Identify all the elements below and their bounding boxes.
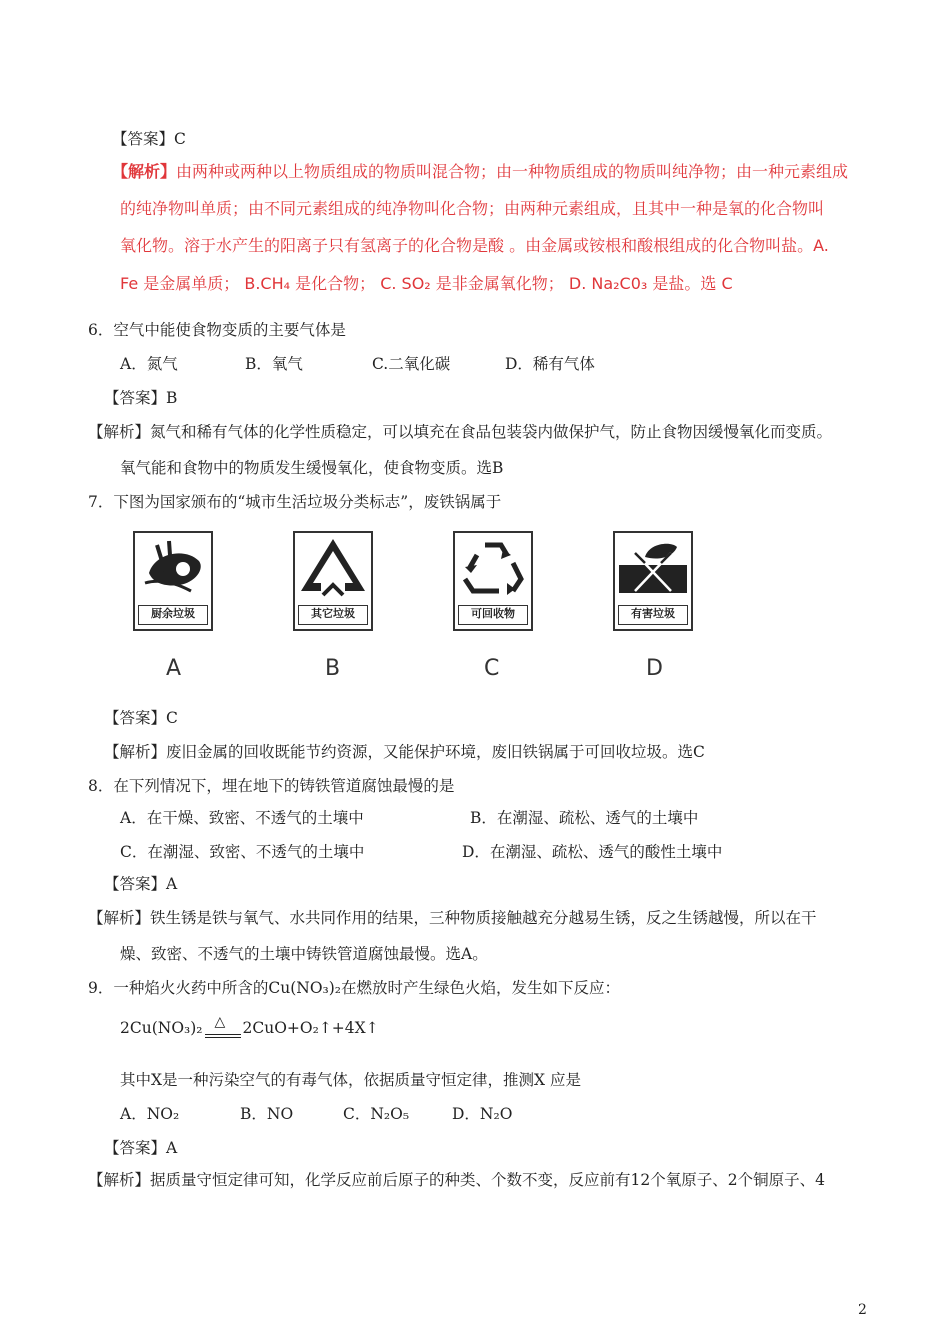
sign-label-other: 其它垃圾 [298, 605, 368, 625]
q6-question: 6．空气中能使食物变质的主要气体是 [88, 321, 346, 339]
other-waste-icon [295, 533, 371, 603]
q7-answer: 【答案】C [104, 709, 178, 727]
q6-option-a: A．氮气 [120, 355, 178, 373]
sign-letter-d: D [646, 656, 663, 681]
recyclable-icon [455, 533, 531, 603]
q8-analysis-line-1: 【解析】铁生锈是铁与氧气、水共同作用的结果，三种物质接触越充分越易生锈，反之生锈越慢，所以在干 [88, 909, 817, 927]
q8-option-c: C．在潮湿、致密、不透气的土壤中 [120, 843, 365, 861]
sign-letter-c: C [484, 656, 500, 681]
sign-label-hazardous: 有害垃圾 [618, 605, 688, 625]
q7-question: 7．下图为国家颁布的“城市生活垃圾分类标志”，废铁锅属于 [88, 493, 502, 511]
page-number: 2 [858, 1302, 867, 1318]
sign-label-recyclable: 可回收物 [458, 605, 528, 625]
q8-option-d: D．在潮湿、疏松、透气的酸性土壤中 [462, 843, 723, 861]
q6-option-b: B．氧气 [245, 355, 303, 373]
q5-analysis-line-4: Fe 是金属单质； B.CH₄ 是化合物； C. SO₂ 是非金属氧化物； D. Na₂C0₃ 是盐。选 C [120, 274, 733, 293]
hazardous-waste-icon [615, 533, 691, 603]
q9-equation [120, 1016, 379, 1040]
q6-option-c: C.二氧化碳 [372, 355, 451, 373]
q8-option-a: A．在干燥、致密、不透气的土壤中 [120, 809, 364, 827]
sign-letter-a: A [166, 656, 182, 681]
sign-other-waste [293, 531, 373, 631]
q5-analysis-tag: 【解析】 [112, 162, 177, 181]
sign-label-kitchen: 厨余垃圾 [138, 605, 208, 625]
q8-option-b: B．在潮湿、疏松、透气的土壤中 [470, 809, 699, 827]
q9-question: 9．一种焰火火药中所含的Cu(NO₃)₂在燃放时产生绿色火焰，发生如下反应： [88, 979, 620, 997]
equation-right: 2CuO+O₂↑+4X↑ [242, 1019, 379, 1037]
equation-arrow [203, 1016, 243, 1040]
q6-answer: 【答案】B [104, 389, 178, 407]
q5-analysis-line-1: 【解析】由两种或两种以上物质组成的物质叫混合物；由一种物质组成的物质叫纯净物；由一种元素组成 [112, 162, 849, 181]
q8-question: 8．在下列情况下，埋在地下的铸铁管道腐蚀最慢的是 [88, 777, 455, 795]
q9-analysis-line-1: 【解析】据质量守恒定律可知，化学反应前后原子的种类、个数不变，反应前有12个氧原子、2个铜原子、4 [88, 1171, 825, 1189]
sign-recyclable [453, 531, 533, 631]
q9-option-a: A．NO₂ [120, 1105, 180, 1123]
q8-analysis-line-2: 燥、致密、不透气的土壤中铸铁管道腐蚀最慢。选A。 [120, 945, 488, 963]
q9-prompt: 其中X是一种污染空气的有毒气体，依据质量守恒定律，推测X 应是 [120, 1071, 581, 1089]
q8-answer: 【答案】A [104, 875, 178, 893]
q6-analysis-line-2: 氧气能和食物中的物质发生缓慢氧化，使食物变质。选B [120, 459, 504, 477]
sign-letter-b: B [325, 656, 341, 681]
q9-option-b: B．NO [240, 1105, 294, 1123]
q9-option-c: C．N₂O₅ [343, 1105, 410, 1123]
sign-hazardous-waste [613, 531, 693, 631]
q9-option-d: D．N₂O [452, 1105, 513, 1123]
q7-analysis-line-1: 【解析】废旧金属的回收既能节约资源，又能保护环境，废旧铁锅属于可回收垃圾。选C [104, 743, 705, 761]
q6-option-d: D．稀有气体 [505, 355, 595, 373]
q6-analysis-line-1: 【解析】氮气和稀有气体的化学性质稳定，可以填充在食品包装袋内做保护气，防止食物因缓慢氧化而变质。 [88, 423, 833, 441]
q5-answer: 【答案】C [112, 130, 186, 148]
q9-answer: 【答案】A [104, 1139, 178, 1157]
sign-kitchen-waste [133, 531, 213, 631]
kitchen-waste-icon [135, 533, 211, 603]
equation-left: 2Cu(NO₃)₂ [120, 1019, 203, 1037]
q5-analysis-line-2: 的纯净物叫单质；由不同元素组成的纯净物叫化合物；由两种元素组成，且其中一种是氧的化合物叫 [120, 199, 825, 218]
q5-analysis-line-3: 氧化物。溶于水产生的阳离子只有氢离子的化合物是酸 。由金属或铵根和酸根组成的化合物叫盐。A. [120, 236, 829, 255]
heat-triangle-icon: △ [214, 1014, 226, 1030]
